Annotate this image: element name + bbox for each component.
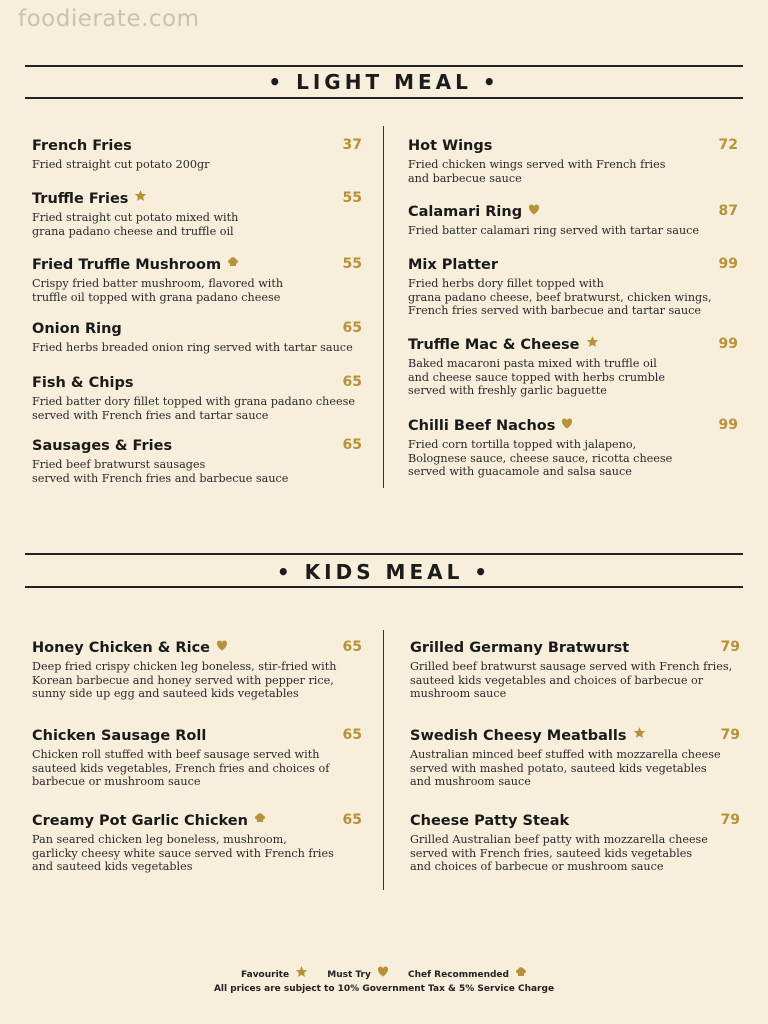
watermark: foodierate.com — [18, 6, 200, 32]
menu-item-header — [32, 137, 362, 157]
menu-item — [32, 256, 362, 304]
menu-item-price: 79 — [720, 639, 740, 655]
star-icon — [586, 335, 599, 353]
description-line: Fried batter dory fillet topped with grana padano cheese — [32, 395, 355, 408]
menu-item-header — [408, 203, 738, 223]
menu-item-name: Onion Ring — [32, 321, 122, 337]
description-line: and cheese sauce topped with herbs crumble — [408, 370, 666, 384]
menu-item — [32, 437, 362, 485]
menu-item-name: Swedish Cheesy Meatballs — [410, 728, 627, 745]
menu-item-description — [410, 748, 740, 789]
menu-item-price: 65 — [342, 727, 362, 743]
star-icon — [633, 726, 646, 744]
menu-item-header — [32, 437, 362, 457]
description-line: served with guacamole and salsa sauce — [408, 465, 632, 478]
top-rule — [25, 65, 743, 67]
menu-item-header — [410, 812, 740, 832]
description-line: Grilled beef bratwurst sausage served with French fries, — [410, 660, 733, 673]
menu-item-description — [32, 458, 362, 485]
menu-item-name: Chilli Beef Nachos — [408, 418, 556, 435]
description-line: served with French fries and tartar sauce — [32, 408, 269, 422]
description-line: grana padano cheese, beef bratwurst, chicken wings, — [408, 290, 712, 304]
menu-item-price: 55 — [342, 190, 362, 206]
description-line: Chicken roll stuffed with beef sausage served with — [32, 748, 320, 761]
description-line: grana padano cheese and truffle oil — [32, 224, 234, 238]
menu-item-description — [408, 224, 738, 238]
chef-hat-icon — [227, 255, 239, 273]
legend-chef-label: Chef Recommended — [408, 969, 509, 980]
menu-item-name: Honey Chicken & Rice — [32, 640, 211, 657]
menu-item — [32, 812, 362, 874]
heart-icon — [561, 416, 573, 434]
light-meal-bottom-rule — [25, 97, 743, 99]
chef-hat-icon — [254, 811, 266, 829]
description-line: Fried batter calamari ring served with tartar sauce — [408, 224, 700, 237]
menu-item — [408, 203, 738, 238]
description-line: Australian minced beef stuffed with mozzarella cheese — [410, 748, 721, 761]
light-meal-title: • LIGHT MEAL • — [268, 70, 500, 94]
heart-icon — [528, 202, 540, 220]
menu-item-description — [408, 438, 738, 479]
description-line: Fried beef bratwurst sausages — [32, 458, 206, 471]
heart-icon — [377, 966, 389, 980]
menu-item-price: 99 — [718, 256, 738, 272]
menu-item-name: Cheese Patty Steak — [410, 813, 570, 829]
menu-item-header — [408, 256, 738, 276]
menu-item — [410, 727, 740, 789]
description-line: and mushroom sauce — [410, 775, 531, 788]
menu-item-description — [408, 357, 738, 398]
chef-hat-icon — [515, 966, 527, 981]
description-line: sauteed kids vegetables and choices of barbecue or — [410, 673, 704, 687]
menu-item-description — [32, 341, 362, 355]
menu-item-name: Chicken Sausage Roll — [32, 728, 207, 744]
menu-item-price: 79 — [720, 812, 740, 828]
description-line: Fried chicken wings served with French fries — [408, 158, 666, 171]
menu-item-name: Grilled Germany Bratwurst — [410, 640, 630, 656]
description-line: and sauteed kids vegetables — [32, 860, 193, 873]
description-line: Korean barbecue and honey served with pepper rice, — [32, 673, 334, 687]
menu-item-header — [32, 639, 362, 659]
legend-favourite-label: Favourite — [241, 969, 290, 980]
menu-item-price: 79 — [720, 727, 740, 743]
menu-item — [32, 137, 362, 172]
menu-item-description — [32, 833, 362, 874]
menu-item-price: 37 — [342, 137, 362, 153]
menu-item-name: Fish & Chips — [32, 375, 134, 391]
menu-item — [408, 256, 738, 318]
menu-item-price: 65 — [342, 812, 362, 828]
kids-meal-column-divider — [383, 630, 384, 890]
menu-item-description — [32, 660, 362, 701]
light-meal-column-divider — [383, 126, 384, 488]
menu-item-description — [410, 833, 740, 874]
description-line: French fries served with barbecue and tartar sauce — [408, 304, 702, 317]
description-line: sauteed kids vegetables, French fries and choices of — [32, 761, 330, 775]
menu-item-header — [32, 190, 362, 210]
menu-item — [408, 336, 738, 398]
menu-item — [32, 374, 362, 422]
menu-item-name: Creamy Pot Garlic Chicken — [32, 813, 248, 830]
menu-item — [32, 727, 362, 789]
description-line: and choices of barbecue or mushroom sauce — [410, 860, 664, 873]
description-line: Crispy fried batter mushroom, flavored with — [32, 277, 284, 290]
menu-item — [32, 639, 362, 701]
menu-item — [410, 812, 740, 874]
menu-item — [408, 417, 738, 479]
star-icon — [295, 965, 308, 981]
menu-item-price: 99 — [718, 417, 738, 433]
menu-item-description — [32, 395, 362, 422]
kids-meal-top-rule — [25, 553, 743, 555]
menu-item-header — [32, 374, 362, 394]
menu-item-price: 99 — [718, 336, 738, 352]
description-line: Fried corn tortilla topped with jalapeno, — [408, 438, 637, 451]
menu-item-description — [32, 277, 362, 304]
description-line: truffle oil topped with grana padano cheese — [32, 290, 281, 304]
description-line: Deep fried crispy chicken leg boneless, stir-fried with — [32, 660, 337, 673]
menu-item-name: Hot Wings — [408, 138, 493, 154]
menu-item-header — [32, 256, 362, 276]
kids-meal-bottom-rule — [25, 586, 743, 588]
menu-item-price: 65 — [342, 437, 362, 453]
menu-item-header — [408, 336, 738, 356]
menu-item-description — [32, 748, 362, 789]
badge-legend — [0, 966, 768, 982]
description-line: mushroom sauce — [410, 687, 507, 700]
legend-must-try-label: Must Try — [327, 969, 371, 980]
description-line: served with mashed potato, sauteed kids vegetables — [410, 761, 707, 775]
menu-item-header — [410, 727, 740, 747]
kids-meal-title: • KIDS MEAL • — [276, 560, 492, 584]
menu-item-price: 65 — [342, 320, 362, 336]
heart-icon — [216, 638, 228, 656]
menu-item-name: Calamari Ring — [408, 204, 523, 221]
tax-note: All prices are subject to 10% Government Tax & 5% Service Charge — [213, 984, 555, 994]
legend-chef-recommended — [408, 970, 527, 980]
menu-item-description — [408, 158, 738, 185]
star-icon — [134, 189, 147, 207]
menu-item-name: Truffle Fries — [32, 191, 129, 208]
menu-item — [410, 639, 740, 701]
description-line: Grilled Australian beef patty with mozzarella cheese — [410, 833, 708, 846]
description-line: Fried herbs dory fillet topped with — [408, 277, 604, 290]
description-line: Fried straight cut potato mixed with — [32, 211, 239, 224]
menu-item — [408, 137, 738, 185]
menu-item-name: Fried Truffle Mushroom — [32, 257, 222, 274]
menu-item-price: 87 — [718, 203, 738, 219]
description-line: Fried herbs breaded onion ring served with tartar sauce — [32, 341, 353, 354]
description-line: Fried straight cut potato 200gr — [32, 158, 210, 171]
description-line: barbecue or mushroom sauce — [32, 775, 201, 788]
menu-item-header — [410, 639, 740, 659]
menu-item-price: 65 — [342, 639, 362, 655]
menu-item-description — [32, 211, 362, 238]
description-line: served with French fries and barbecue sauce — [32, 471, 289, 485]
description-line: served with French fries, sauteed kids vegetables — [410, 846, 693, 860]
menu-item-price: 55 — [342, 256, 362, 272]
menu-item-description — [410, 660, 740, 701]
description-line: Pan seared chicken leg boneless, mushroom, — [32, 833, 287, 846]
menu-item-name: Mix Platter — [408, 257, 499, 273]
menu-item-name: Sausages & Fries — [32, 438, 173, 454]
menu-item — [32, 190, 362, 238]
description-line: garlicky cheesy white sauce served with French fries — [32, 846, 334, 860]
legend-favourite — [241, 970, 308, 980]
menu-item-header — [408, 417, 738, 437]
description-line: sunny side up egg and sauteed kids vegetables — [32, 687, 299, 700]
menu-item-header — [32, 812, 362, 832]
menu-item-header — [32, 727, 362, 747]
description-line: served with freshly garlic baguette — [408, 384, 607, 397]
menu-item-header — [32, 320, 362, 340]
legend-must-try — [327, 970, 389, 980]
description-line: and barbecue sauce — [408, 171, 522, 185]
description-line: Bolognese sauce, cheese sauce, ricotta cheese — [408, 451, 673, 465]
menu-item — [32, 320, 362, 355]
menu-item-name: French Fries — [32, 138, 132, 154]
menu-item-header — [408, 137, 738, 157]
menu-item-price: 65 — [342, 374, 362, 390]
menu-item-price: 72 — [718, 137, 738, 153]
menu-item-name: Truffle Mac & Cheese — [408, 337, 580, 354]
menu-item-description — [408, 277, 738, 318]
menu-item-description — [32, 158, 362, 172]
description-line: Baked macaroni pasta mixed with truffle oil — [408, 357, 657, 370]
